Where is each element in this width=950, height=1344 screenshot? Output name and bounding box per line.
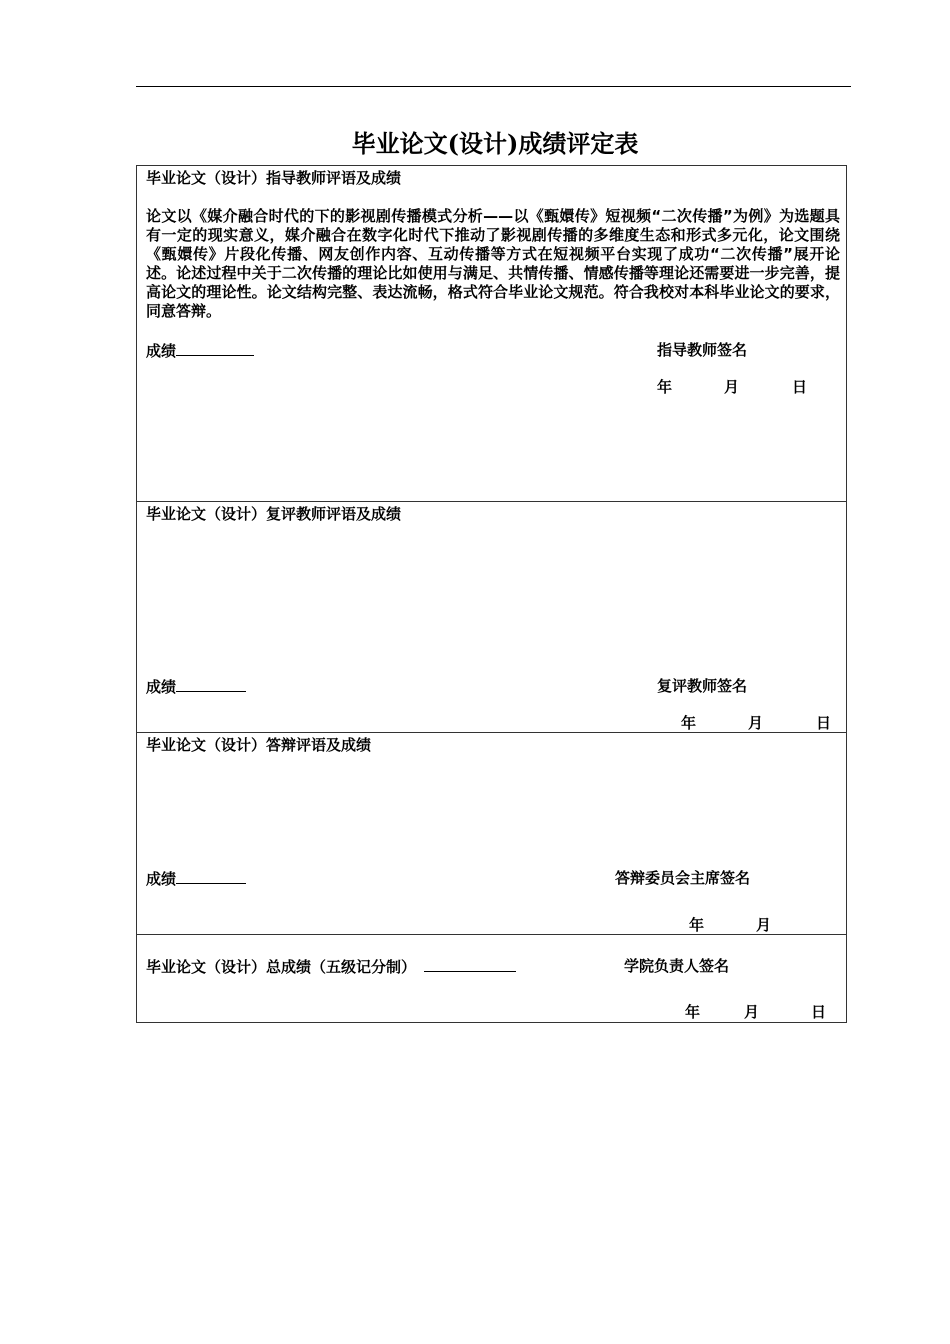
defense-grade-label: 成绩 bbox=[146, 870, 177, 888]
defense-section bbox=[137, 733, 846, 935]
advisor-signature-label: 指导教师签名 bbox=[657, 341, 748, 359]
advisor-grade-field[interactable] bbox=[176, 341, 254, 356]
reviewer-grade-label: 成绩 bbox=[146, 678, 177, 696]
page-title: 毕业论文(设计)成绩评定表 bbox=[351, 129, 639, 158]
reviewer-signature-label: 复评教师签名 bbox=[657, 677, 748, 695]
evaluation-form bbox=[136, 165, 847, 1023]
defense-heading: 毕业论文（设计）答辩评语及成绩 bbox=[146, 736, 372, 754]
reviewer-grade bbox=[146, 677, 246, 697]
reviewer-grade-field[interactable] bbox=[176, 677, 246, 692]
defense-signature-label: 答辩委员会主席签名 bbox=[615, 869, 751, 887]
total-date-day: 日 bbox=[811, 1003, 827, 1021]
advisor-section bbox=[137, 166, 846, 502]
advisor-date-day: 日 bbox=[792, 378, 808, 396]
reviewer-date-month: 月 bbox=[748, 714, 764, 732]
total-signature-label: 学院负责人签名 bbox=[624, 957, 730, 975]
advisor-grade-label: 成绩 bbox=[146, 342, 177, 360]
total-grade-field[interactable] bbox=[424, 957, 516, 972]
header-rule bbox=[136, 86, 851, 87]
advisor-comment: 论文以《媒介融合时代的下的影视剧传播模式分析——以《甄嬛传》短视频“二次传播”为例》为选题具有一定的现实意义，媒介融合在数字化时代下推动了影视剧传播的多维度生态和形式多元化，论文围绕《甄嬛传》片段化传播、网友创作内容、互动传播等方式在短视频平台实现了成功“二次传播”展开论述。论述过程中关于二次传播的理论比如使用与满足、共情传播、情感传播等理论还需要进一步完善，提高论文的理论性。论文结构完整、表达流畅，格式符合毕业论文规范。符合我校对本科毕业论文的要求，同意答辩。 bbox=[146, 207, 840, 320]
reviewer-date-year: 年 bbox=[681, 714, 697, 732]
advisor-date-year: 年 bbox=[657, 378, 673, 396]
advisor-grade bbox=[146, 341, 254, 361]
total-date-year: 年 bbox=[685, 1003, 701, 1021]
reviewer-date-day: 日 bbox=[816, 714, 832, 732]
defense-date-month: 月 bbox=[756, 916, 772, 934]
advisor-heading: 毕业论文（设计）指导教师评语及成绩 bbox=[146, 169, 402, 187]
reviewer-heading: 毕业论文（设计）复评教师评语及成绩 bbox=[146, 505, 402, 523]
reviewer-section bbox=[137, 502, 846, 733]
defense-date-year: 年 bbox=[689, 916, 705, 934]
advisor-date-month: 月 bbox=[724, 378, 740, 396]
defense-grade bbox=[146, 869, 246, 889]
total-section bbox=[137, 935, 846, 1022]
total-grade bbox=[146, 957, 516, 977]
total-date-month: 月 bbox=[744, 1003, 760, 1021]
defense-grade-field[interactable] bbox=[176, 869, 246, 884]
total-heading: 毕业论文（设计）总成绩（五级记分制） bbox=[146, 958, 417, 976]
